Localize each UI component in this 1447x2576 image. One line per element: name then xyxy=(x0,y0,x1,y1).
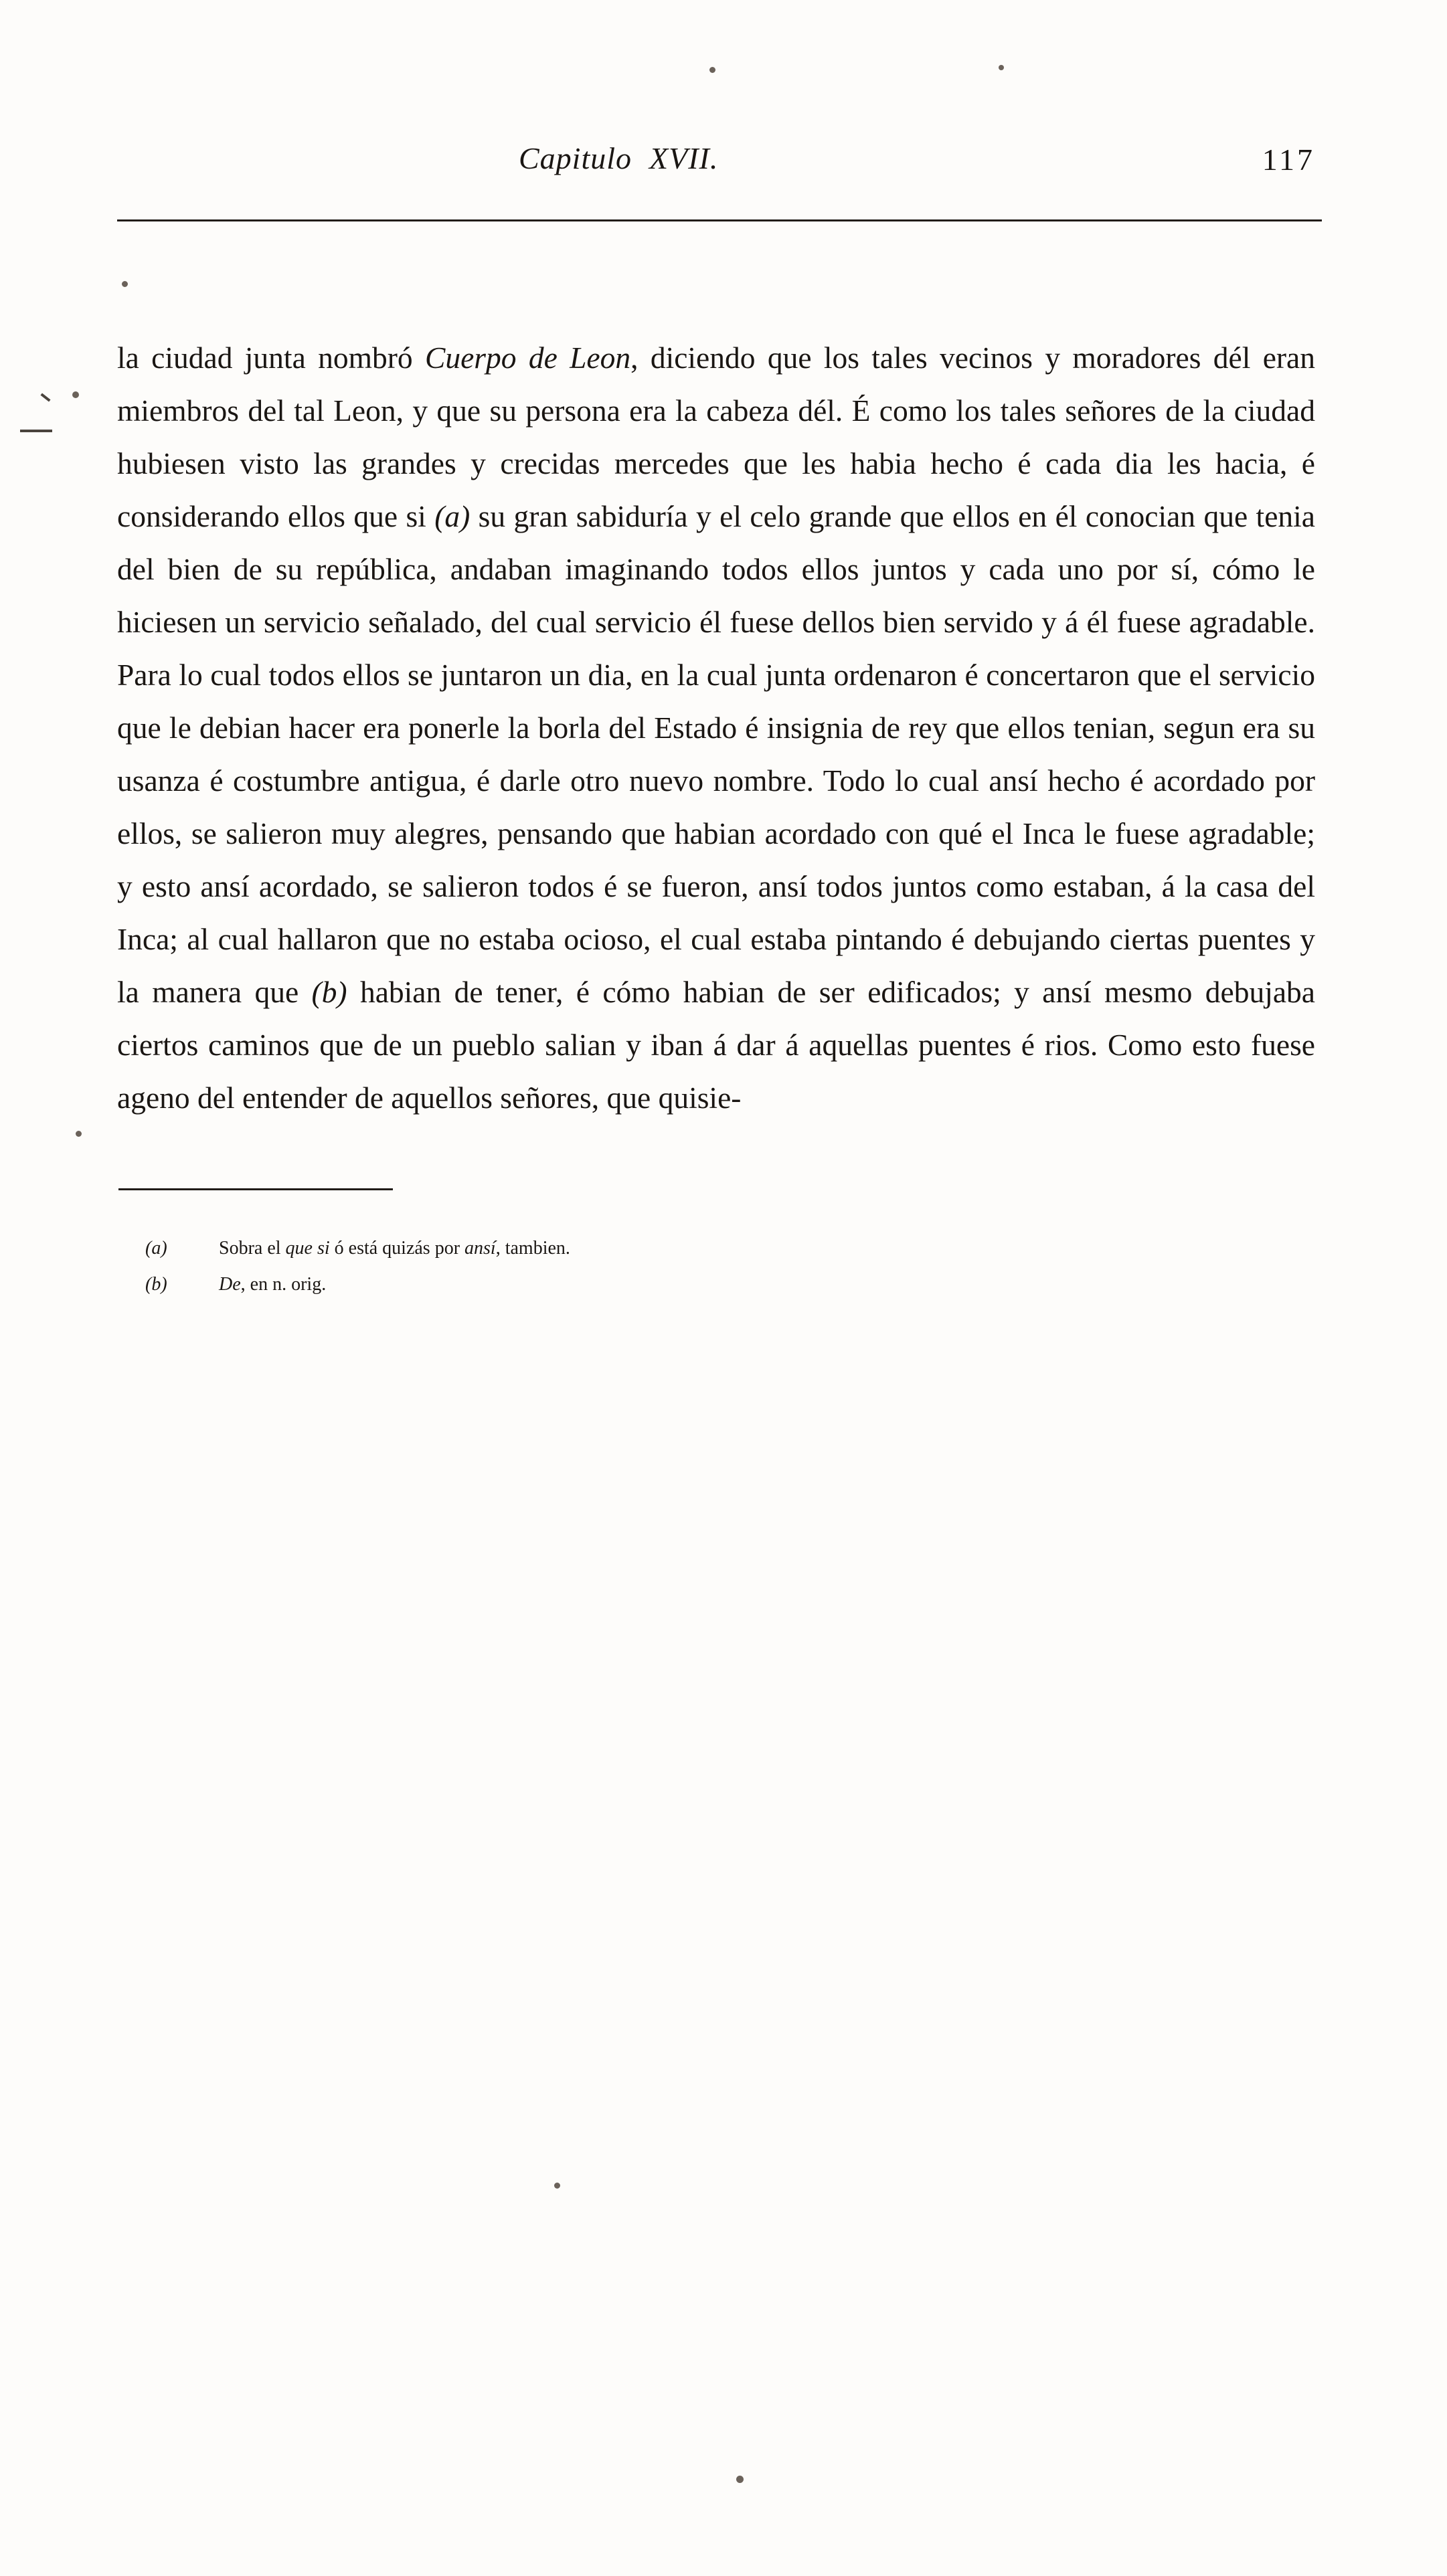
running-head xyxy=(519,141,718,176)
body-text xyxy=(117,331,1315,1124)
footnote-text-before: Sobra el xyxy=(219,1238,286,1259)
scan-speck xyxy=(76,1131,82,1137)
footnote-marker: (b) xyxy=(145,1274,167,1295)
footnote-text xyxy=(219,1274,326,1295)
footnote-item xyxy=(145,1230,1322,1267)
margin-dash-mark xyxy=(20,430,52,432)
body-paragraph: la ciudad junta nombró Cuerpo de Leon, diciendo que los tales vecinos y moradores dél eran miembros del tal Leon, y que su persona era la cabeza dél. É como los tales señores de la ciudad hubiesen visto las grandes y crecidas mercedes que les habia hecho é cada dia les hacia, é considerando ellos que si (a) su gran sabiduría y el celo grande que ellos en él conocian que tenia del bien de su república, andaban imaginando todos ellos juntos y cada uno por sí, cómo le hiciesen un servicio señalado, del cual servicio él fuese dellos bien servido y á él fuese agradable. Para lo cual todos ellos se juntaron un dia, en la cual junta ordenaron é concertaron que el servicio que le debian hacer era ponerle la borla del Estado é insignia de rey que ellos tenian, segun era su usanza é costumbre antigua, é darle otro nuevo nombre. Todo lo cual ansí hecho é acordado por ellos, se salieron muy alegres, pensando que habian acordado con qué el Inca le fuese agradable; y esto ansí acordado, se salieron todos é se fueron, ansí todos juntos como estaban, á la casa del Inca; al cual hallaron que no estaba ocioso, el cual estaba pintando é debujando ciertas puentes y la manera que (b) habian de tener, é cómo habian de ser edificados; y ansí mesmo debujaba ciertos caminos que de un pueblo salian y iban á dar á aquellas puentes é rios. Como esto fuese ageno del entender de aquellos señores, que quisie- xyxy=(117,341,1315,1115)
footnote-text-middle: , en n. orig. xyxy=(240,1274,327,1295)
footnote-italic-one: De xyxy=(219,1274,241,1295)
page-header xyxy=(117,141,1322,221)
scan-speck xyxy=(709,67,715,73)
page-number: 117 xyxy=(1262,143,1315,177)
scan-speck xyxy=(72,391,79,398)
scan-speck xyxy=(554,2183,560,2189)
footnote-text-after: , tambien. xyxy=(495,1238,570,1259)
margin-tick-mark xyxy=(40,393,50,401)
header-rule xyxy=(117,219,1322,221)
footnote-text-middle: ó está quizás por xyxy=(329,1238,465,1259)
footnote-text xyxy=(219,1238,570,1259)
scan-speck xyxy=(736,2476,744,2483)
running-head-title: Capitulo xyxy=(519,141,632,175)
footnote-italic-one: que si xyxy=(285,1238,330,1259)
scan-speck xyxy=(999,65,1004,70)
footnote-marker: (a) xyxy=(145,1238,167,1259)
footnote-separator-rule xyxy=(118,1188,393,1190)
footnote-item xyxy=(145,1267,1322,1303)
footnote-list xyxy=(145,1230,1322,1303)
page-content xyxy=(117,141,1322,1303)
running-head-number: XVII. xyxy=(649,141,719,175)
footnote-italic-two: ansí xyxy=(464,1238,496,1259)
